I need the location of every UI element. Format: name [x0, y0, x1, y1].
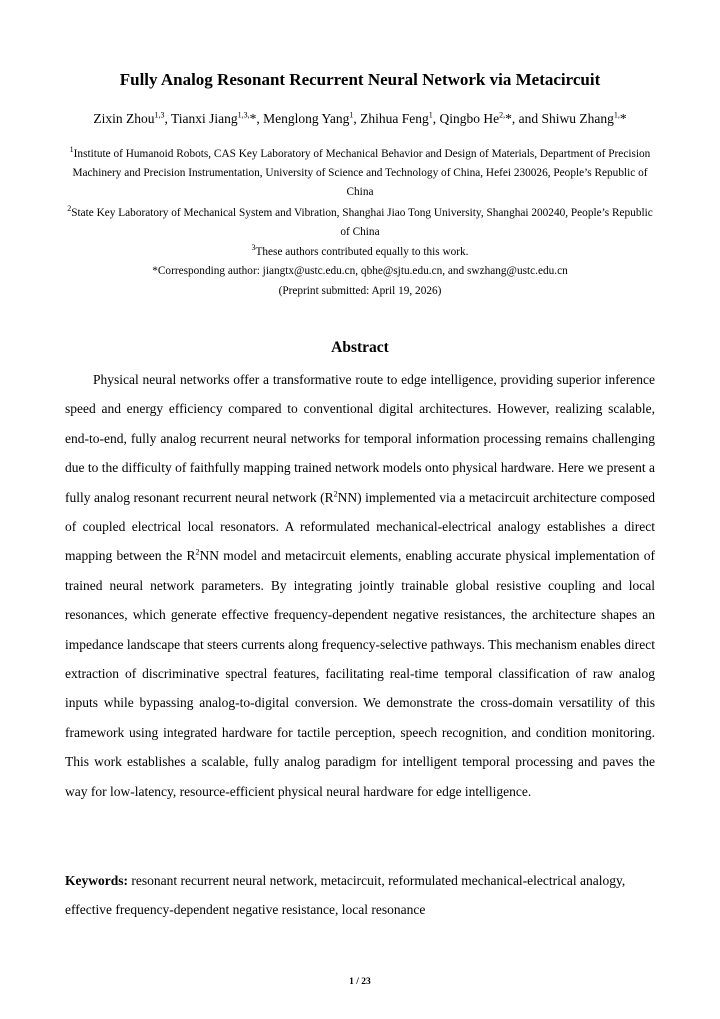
preprint-date: (Preprint submitted: April 19, 2026) [278, 285, 442, 297]
keywords-label: Keywords: [65, 873, 128, 888]
author: Tianxi Jiang$^{1,3,}$*, [170, 110, 264, 126]
corresponding-author: *Corresponding author: jiangtx@ustc.edu.cn, qbhe@sjtu.edu.cn, and swzhang@ustc.edu.cn [152, 265, 568, 277]
page-number: 1 / 23 [349, 977, 371, 987]
abstract-heading: Abstract [331, 339, 389, 356]
abstract-text: Physical neural networks offer a transformative route to edge intelligence, providing superior inference speed and energy efficiency compared to conventional digital architectures. However, realizing scalable, end-to-end, fully analog recurrent neural networks for temporal information processing remains challenging due to the difficulty of faithfully mapping trained network models onto physical hardware. Here we present a fully analog resonant recurrent neural network $(R^2NN)$ implemented via a metacircuit architecture composed of coupled electrical local resonators. A reformulated mechanical-electrical analogy establishes a direct mapping between the $R^2NN$ model and metacircuit elements, enabling accurate physical implementation of trained neural network parameters. By integrating jointly trainable global resistive coupling and local resonances, which generate effective frequency-dependent negative resistances, the architecture shapes an impedance landscape that steers currents along frequency-selective pathways. This mechanism enables direct extraction of discriminative spectral features, facilitating real-time temporal classification of raw analog inputs while bypassing analog-to-digital conversion. We demonstrate the cross-domain versatility of this framework using integrated hardware for tactile perception, speech recognition, and condition monitoring. This work establishes a scalable, fully analog paradigm for intelligent temporal processing and paves the way for low-latency, resource-efficient physical neural hardware for edge intelligence. [65, 372, 655, 799]
author-list [40, 110, 680, 128]
keywords [65, 866, 655, 925]
keywords-list: resonant recurrent neural network, metacircuit, reformulated mechanical-electrical analogy, effective frequency-dependent negative resistance, local resonance [65, 873, 626, 918]
paper-title: Fully Analog Resonant Recurrent Neural Network via Metacircuit [119, 70, 601, 89]
author: Shiwu Zhang$^{1,}$* [541, 110, 627, 126]
affiliation-2: $^2$State Key Laboratory of Mechanical System and Vibration, Shanghai Jiao Tong University, Shanghai 200240, People’s Republic of China [67, 204, 653, 238]
author: Zixin Zhou$^{1,3}$, [93, 110, 171, 126]
author: Zhihua Feng$^1$, [360, 110, 440, 126]
affiliation-1: $^1$Institute of Humanoid Robots, CAS Key Laboratory of Mechanical Behavior and Design of Materials, Department of Precision Machinery and Precision Instrumentation, University of Science and Technology of China, Hefei 230026, People’s Republic of China [69, 145, 651, 198]
author: Qingbo $He^{2,}*$, and [439, 110, 542, 126]
author: Menglong Yang$^1$, [263, 110, 361, 126]
affiliation-3: $^3$These authors contributed equally to this work. [251, 243, 469, 258]
